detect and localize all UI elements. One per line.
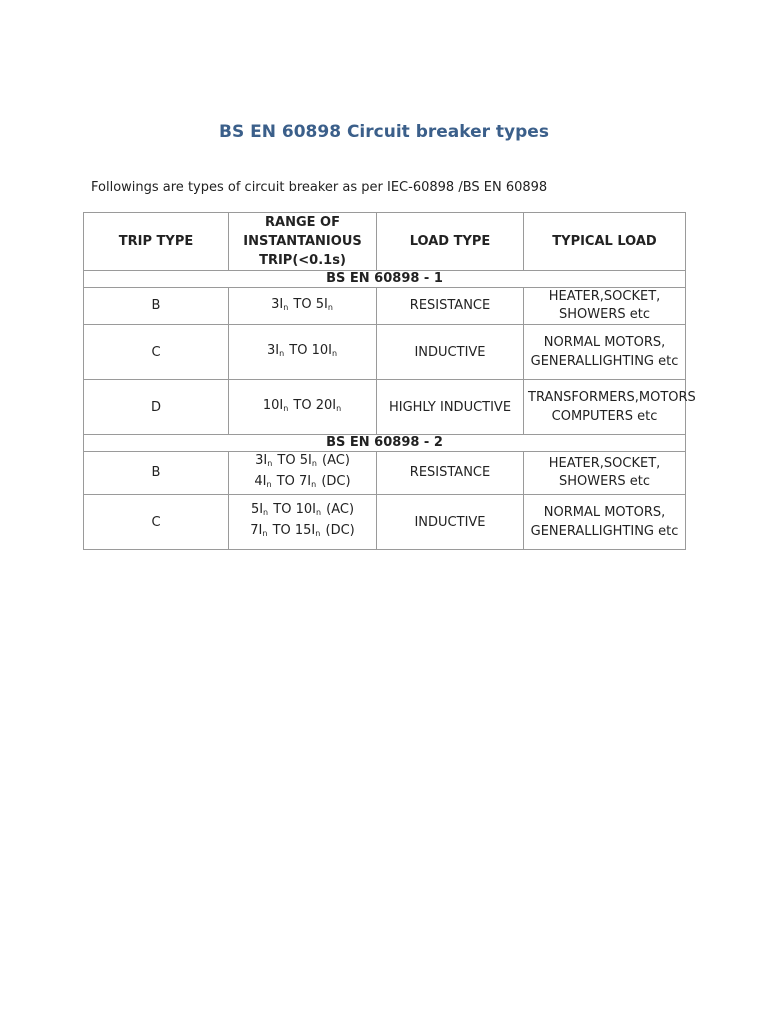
range-text: 7I [250,523,263,538]
trip-type-cell: B [84,288,229,325]
page-title: BS EN 60898 Circuit breaker types [219,122,549,142]
range-line [233,501,372,522]
subscript: n [331,348,338,358]
subscript: n [315,508,322,517]
subscript: n [279,348,285,358]
range-line [233,473,372,494]
range-cell [229,380,377,435]
header-range: RANGE OF INSTANTANIOUS TRIP(<0.1s) [229,213,377,271]
table-row [84,380,686,435]
range-text: (AC) [317,453,350,468]
range-text: TO 20I [289,397,337,413]
subscript: n [263,508,269,517]
subscript: n [311,480,317,489]
circuit-breaker-table [83,212,696,550]
range-line [233,397,372,418]
typical-load-cell: TRANSFORMERS,MOTORS COMPUTERS etc [524,380,686,435]
range-text: TO 15I [268,523,316,538]
load-type-cell: RESISTANCE [377,288,524,325]
table-row [84,325,686,380]
trip-type-cell: C [84,495,229,550]
range-text: TO 7I [272,474,312,489]
range-text: 4I [254,474,267,489]
header-typical-load: TYPICAL LOAD [524,213,686,271]
trip-type-cell: C [84,325,229,380]
range-text: TO 10I [285,342,332,358]
range-line [233,522,372,543]
header-trip-type: TRIP TYPE [84,213,229,271]
typical-load-cell: HEATER,SOCKET, SHOWERS etc [524,452,686,495]
subscript: n [336,403,342,413]
subscript: n [266,480,272,489]
section-row [84,435,686,452]
range-text: (DC) [321,523,355,538]
range-text: 10I [262,397,284,413]
range-text: TO 5I [289,296,328,312]
range-line [233,452,372,473]
subscript: n [283,302,289,312]
intro-text: Followings are types of circuit breaker as per IEC-60898 /BS EN 60898 [91,180,548,195]
typical-load-cell: NORMAL MOTORS, GENERALLIGHTING etc [524,325,686,380]
load-type-cell: INDUCTIVE [377,495,524,550]
trip-type-cell: B [84,452,229,495]
range-text: 5I [250,502,264,517]
range-text: TO 10I [269,502,316,517]
section-label: BS EN 60898 - 2 [84,435,686,452]
range-line [233,296,372,317]
subscript: n [267,459,273,468]
table-row [84,452,686,495]
table-row [84,288,686,325]
range-text: (DC) [317,474,351,489]
range-text: 3I [255,453,268,468]
load-type-cell: INDUCTIVE [377,325,524,380]
table-header-row [84,213,686,271]
range-cell [229,452,377,495]
range-line [233,342,372,363]
range-cell [229,288,377,325]
load-type-cell: RESISTANCE [377,452,524,495]
trip-type-cell: D [84,380,229,435]
range-cell [229,325,377,380]
subscript: n [327,302,333,312]
subscript: n [262,529,268,538]
range-text: TO 5I [273,453,312,468]
subscript: n [311,459,317,468]
range-cell [229,495,377,550]
range-text: 3I [266,342,280,358]
range-text: 3I [271,296,284,312]
section-row [84,271,686,288]
load-type-cell: HIGHLY INDUCTIVE [377,380,524,435]
section-label: BS EN 60898 - 1 [84,271,686,288]
typical-load-cell: NORMAL MOTORS, GENERALLIGHTING etc [524,495,686,550]
typical-load-cell: HEATER,SOCKET, SHOWERS etc [524,288,686,325]
subscript: n [283,403,289,413]
subscript: n [315,529,321,538]
range-text: (AC) [322,502,355,517]
header-load-type: LOAD TYPE [377,213,524,271]
table-row [84,495,686,550]
